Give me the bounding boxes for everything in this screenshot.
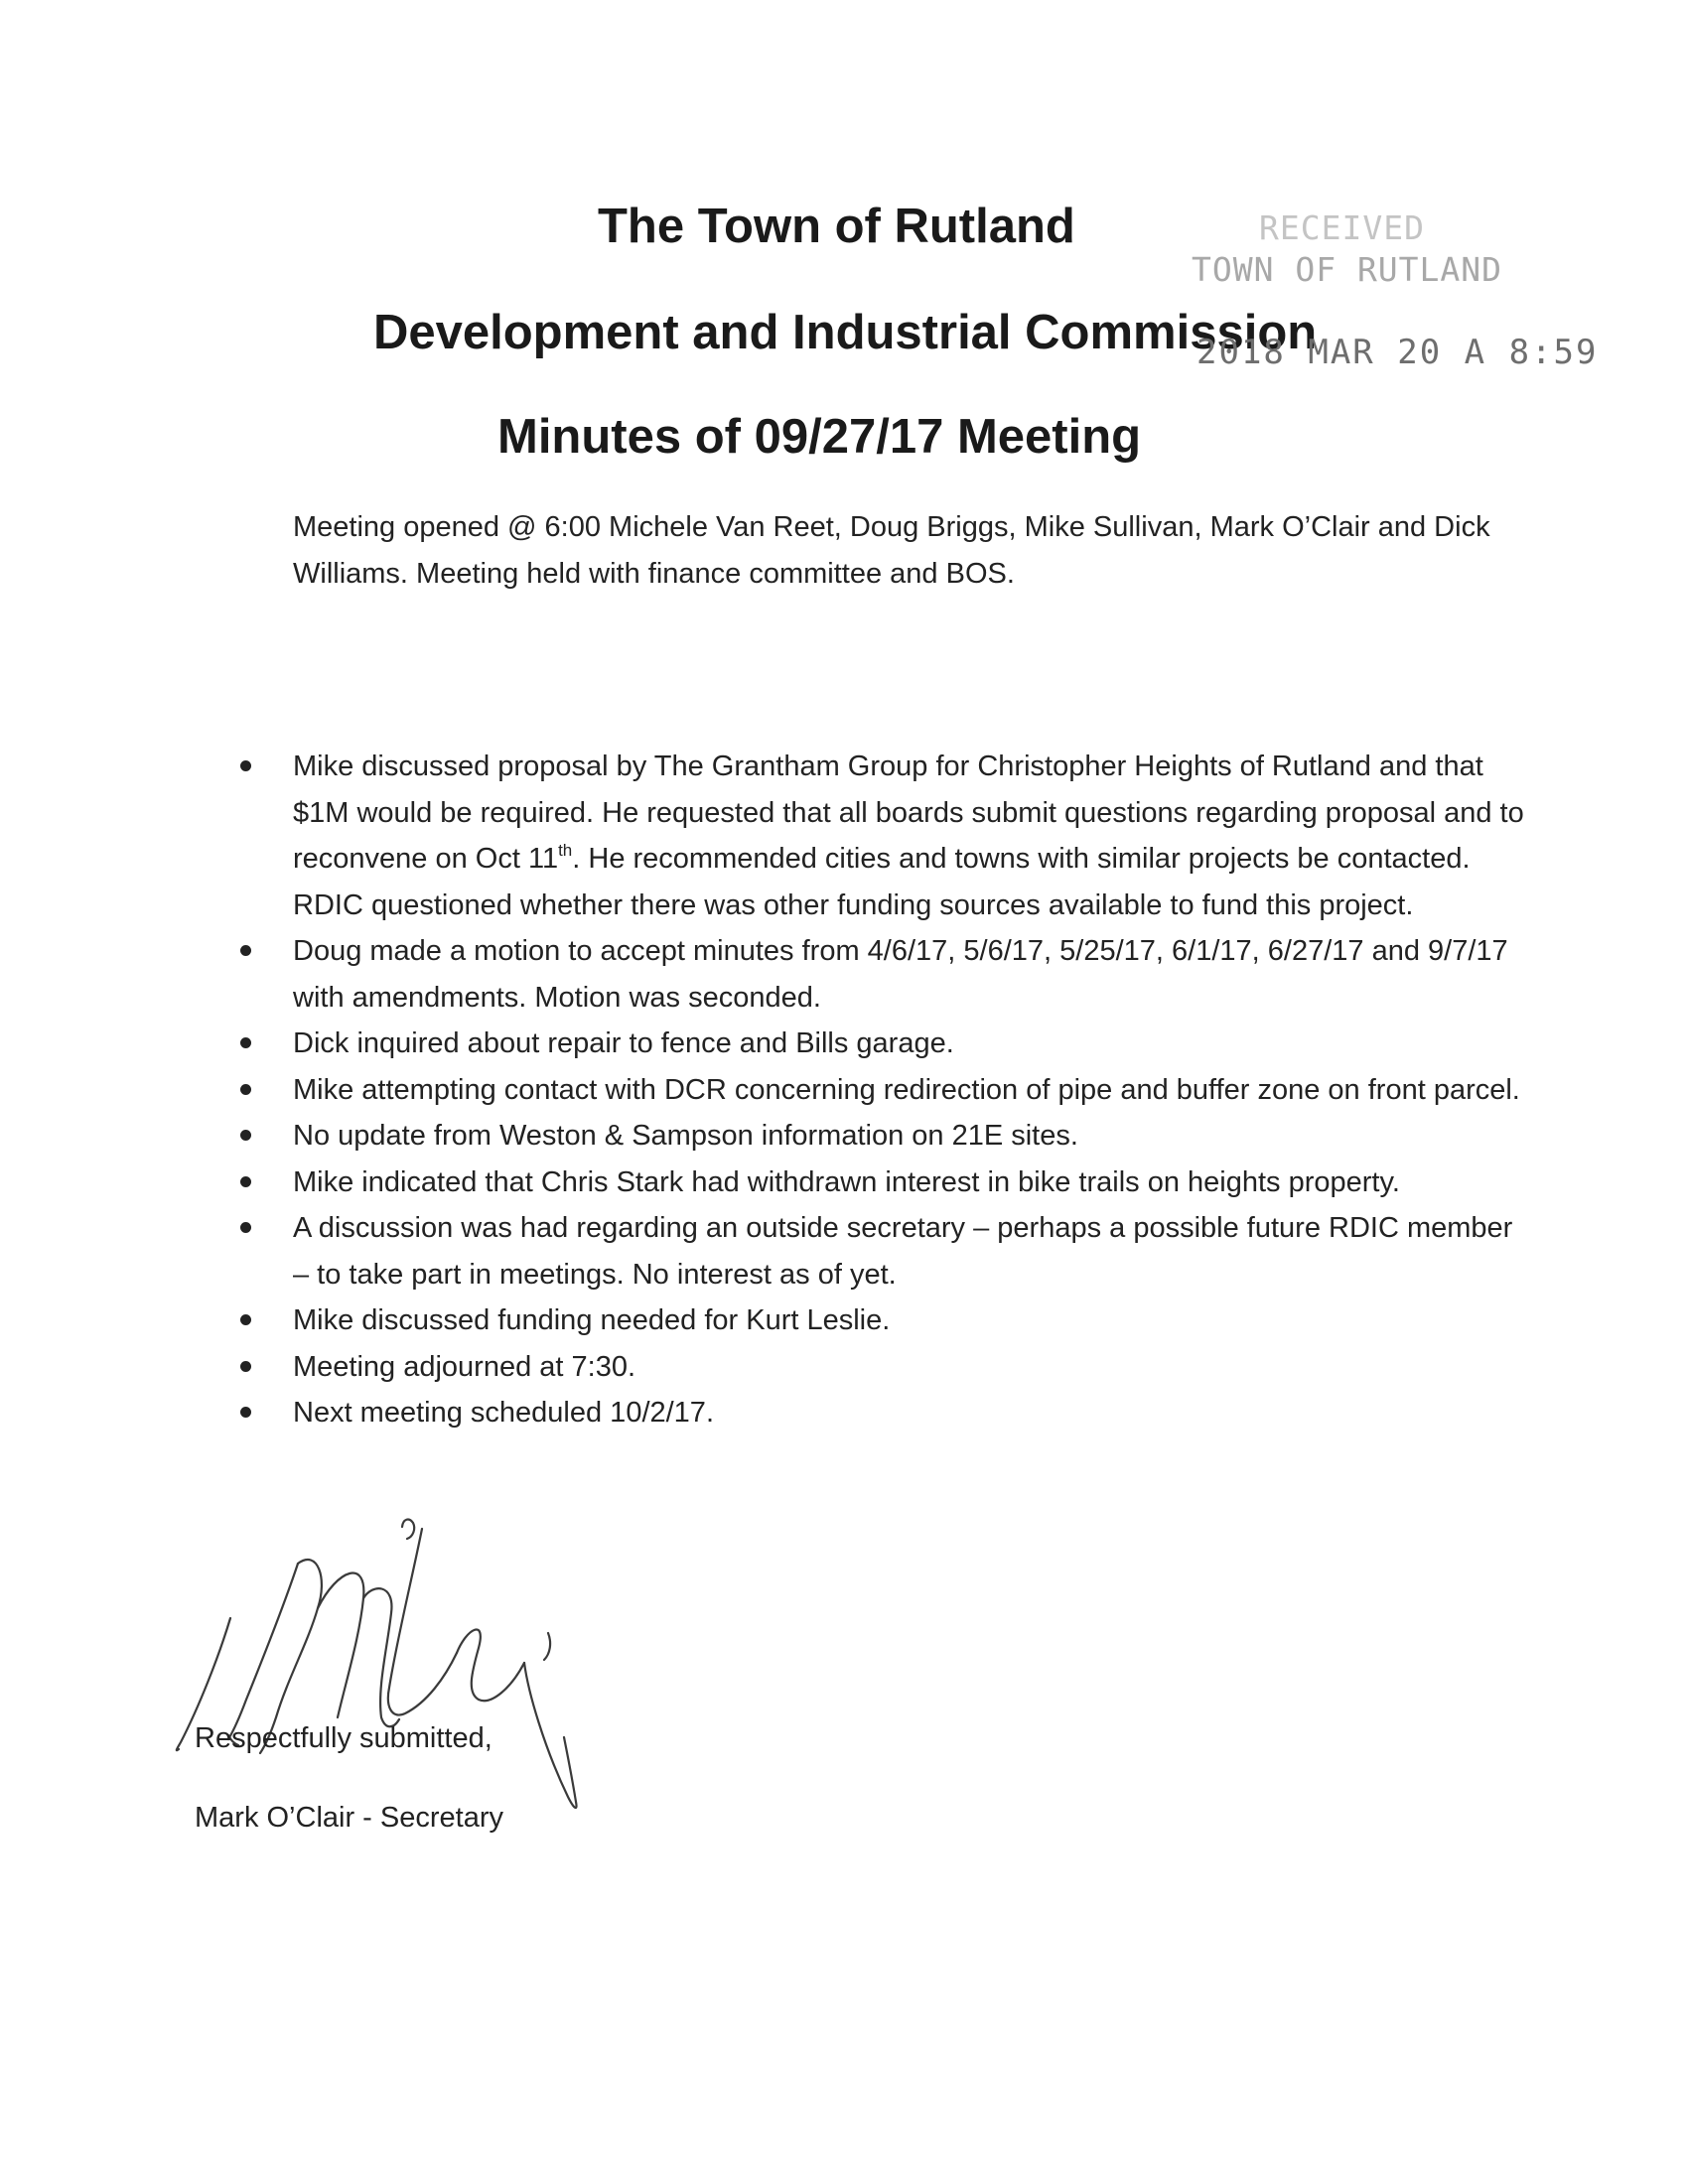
list-item xyxy=(240,1344,1531,1391)
list-item xyxy=(240,1067,1531,1114)
bullet-icon xyxy=(240,760,251,771)
bullet-icon xyxy=(240,1361,251,1372)
list-item xyxy=(240,1297,1531,1344)
bullet-icon xyxy=(240,1130,251,1141)
received-stamp-town: TOWN OF RUTLAND xyxy=(1192,250,1503,289)
title-commission: Development and Industrial Commission xyxy=(373,306,1318,359)
title-town: The Town of Rutland xyxy=(598,200,1075,253)
list-item xyxy=(240,1021,1531,1067)
bullet-icon xyxy=(240,1407,251,1418)
item-text: No update from Weston & Sampson information on 21E sites. xyxy=(293,1120,1078,1152)
item-text: Mike discussed proposal by The Grantham Group for Christopher Heights of Rutland and that $1M would be required. He requested that all boards submit questions regarding proposal and to reconvene on Oct 11 xyxy=(293,751,1524,875)
bullet-icon xyxy=(240,1037,251,1048)
item-text: A discussion was had regarding an outside secretary – perhaps a possible future RDIC member – to take part in meetings. No interest as of yet. xyxy=(293,1212,1513,1291)
minutes-list xyxy=(240,744,1531,1436)
title-minutes: Minutes of 09/27/17 Meeting xyxy=(497,410,1142,464)
ordinal-suffix: th xyxy=(558,841,573,860)
item-text: Mike discussed funding needed for Kurt Leslie. xyxy=(293,1304,891,1336)
item-text: Mike indicated that Chris Stark had withdrawn interest in bike trails on heights property. xyxy=(293,1165,1400,1198)
bullet-icon xyxy=(240,945,251,956)
attendance-paragraph: Meeting opened @ 6:00 Michele Van Reet, Doug Briggs, Mike Sullivan, Mark O’Clair and Dick Williams. Meeting held with finance committee and BOS. xyxy=(293,511,1490,590)
signer-name: Mark O’Clair - Secretary xyxy=(195,1802,503,1834)
list-item xyxy=(240,744,1531,928)
closing-salutation: Respectfully submitted, xyxy=(195,1722,492,1754)
item-text-cont: . He recommended cities and towns with similar projects be contacted. RDIC questioned whether there was other funding sources available to fund this project. xyxy=(293,843,1471,921)
bullet-icon xyxy=(240,1084,251,1095)
item-text: Mike attempting contact with DCR concerning redirection of pipe and buffer zone on front parcel. xyxy=(293,1073,1520,1106)
item-text: Dick inquired about repair to fence and Bills garage. xyxy=(293,1027,954,1059)
bullet-icon xyxy=(240,1176,251,1187)
bullet-icon xyxy=(240,1222,251,1233)
item-text: Doug made a motion to accept minutes from 4/6/17, 5/6/17, 5/25/17, 6/1/17, 6/27/17 and 9/7/17 with amendments. Motion was seconded. xyxy=(293,935,1508,1014)
item-text: Next meeting scheduled 10/2/17. xyxy=(293,1397,714,1429)
item-text: Meeting adjourned at 7:30. xyxy=(293,1350,636,1383)
list-item xyxy=(240,1205,1531,1297)
received-stamp-label: RECEIVED xyxy=(1259,208,1425,247)
list-item xyxy=(240,1390,1531,1436)
list-item xyxy=(240,928,1531,1021)
handwritten-signature xyxy=(169,1469,626,1837)
received-stamp-datetime: 2018 MAR 20 A 8:59 xyxy=(1196,333,1599,372)
list-item xyxy=(240,1113,1531,1160)
list-item xyxy=(240,1160,1531,1206)
bullet-icon xyxy=(240,1314,251,1325)
